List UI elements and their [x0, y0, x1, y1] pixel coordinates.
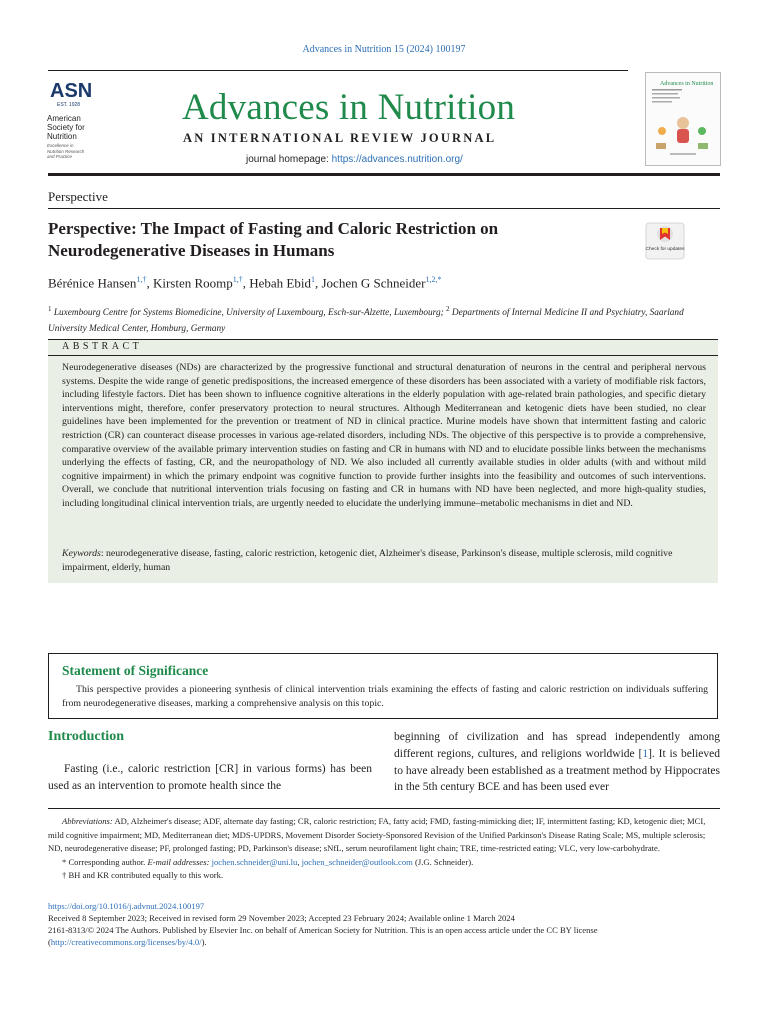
email-link[interactable]: jochen_schneider@outlook.com [301, 856, 413, 867]
asn-logo [47, 80, 99, 160]
author-affiliation-marker: 1,† [232, 275, 243, 284]
author-name[interactable]: Hebah Ebid [249, 275, 311, 291]
asn-logo-est: EST. 1928 [57, 102, 81, 108]
license-link[interactable]: http://creativecommons.org/licenses/by/4.0/ [50, 937, 202, 947]
asn-tagline: Excellence in Nutrition Research and Practice [47, 143, 85, 159]
header-rule-top [48, 70, 628, 71]
asn-org-name: American Society for Nutrition [47, 114, 85, 141]
footnotes [48, 815, 720, 883]
author-name[interactable]: Bérénice Hansen [48, 275, 137, 291]
keywords-list: : neurodegenerative disease, fasting, caloric restriction, ketogenic diet, Alzheimer's disease, Parkinson's disease, multiple sclerosis, mild cognitive impairment, elderly, human [62, 548, 673, 573]
check-for-updates-label: Check for updates [645, 247, 685, 252]
equal-contribution-footnote: † BH and KR contributed equally to this work. [62, 870, 224, 880]
author-affiliation-marker: 1 [310, 275, 315, 284]
journal-homepage: journal homepage: https://advances.nutrition.org/ [246, 154, 463, 165]
author-affiliation-marker: 1,† [136, 275, 147, 284]
article-type-rule [48, 208, 720, 209]
check-for-updates-badge[interactable] [645, 222, 685, 260]
doi-link[interactable]: https://doi.org/10.1016/j.advnut.2024.100197 [48, 901, 205, 911]
introduction-right-column: beginning of civilization and has spread independently among different regions, cultures, and religions worldwide [1]. It is believed to have already been established as a treatment method by Hippocrates in the 5th century BCE and has been used ever [394, 731, 720, 794]
journal-reference[interactable]: Advances in Nutrition 15 (2024) 100197 [302, 44, 466, 55]
journal-homepage-link[interactable]: https://advances.nutrition.org/ [331, 154, 463, 165]
author-name[interactable]: Kirsten Roomp [152, 275, 233, 291]
significance-text: This perspective provides a pioneering synthesis of clinical intervention trials examining the effects of fasting and caloric restriction on individuals suffering from neurodegenerative diseases, marking a comprehensive analysis on this topic. [62, 684, 708, 709]
introduction-left-column: Fasting (i.e., caloric restriction [CR] in various forms) has been used as an intervention to promote health since the [48, 763, 372, 792]
cover-title: Advances in Nutrition [660, 81, 714, 87]
header-rule-bottom [48, 173, 720, 176]
abstract-rule [48, 355, 718, 356]
license-statement: 2161-8313/© 2024 The Authors. Published by Elsevier Inc. on behalf of American Society for Nutrition. This is an open access article under the CC BY license (http://creativecommons.org/licenses/by/4.0/). [48, 925, 598, 947]
reference-link[interactable]: 1 [642, 747, 649, 760]
received-dates: Received 8 September 2023; Received in revised form 29 November 2023; Accepted 23 February 2024; Available online 1 March 2024 [48, 913, 515, 923]
introduction-heading: Introduction [48, 729, 124, 744]
author-list: Bérénice Hansen$^{1,\dagger}$, Kirsten Roomp$^{1,\dagger}$, Hebah Ebid$^1$, Jochen G Schneider$^{1,2,*}$ [48, 275, 442, 291]
abstract-heading: ABSTRACT [62, 341, 143, 352]
journal-title: Advances in Nutrition [182, 87, 516, 128]
author-affiliation-marker: 1,2,* [425, 275, 442, 284]
email-link[interactable]: jochen.schneider@uni.lu [211, 856, 298, 867]
journal-cover-thumbnail[interactable] [645, 72, 721, 166]
footnote-rule [48, 808, 720, 809]
journal-subtitle: AN INTERNATIONAL REVIEW JOURNAL [183, 131, 497, 145]
asn-logo-mark: ASN [50, 80, 93, 102]
article-title: Perspective: The Impact of Fasting and Caloric Restriction on Neurodegenerative Diseases in Humans [48, 219, 499, 260]
article-type: Perspective [48, 189, 108, 204]
abbreviations-footnote: Abbreviations: AD, Alzheimer's disease; ADF, alternate day fasting; CR, caloric restriction; FA, fatty acid; FMD, fasting-mimicking diet; IF, intermittent fasting; KD, ketogenic diet; MCI, mild cognitive impairment; MD, Mediterranean diet; MDS-UPDRS, Movement Disorder Society-Sponsored Revision of the Unified Parkinson's Disease Rating Scale; MS, multiple sclerosis; ND, neurodegenerative disease; PF, prolonged fasting; PD, Parkinson's disease; sNfL, serum neurofilament light chain; TRE, time-restricted eating; VLC, very low-carbohydrate. [48, 816, 706, 853]
affiliations: $^1$ Luxembourg Centre for Systems Biomedicine, University of Luxembourg, Esch-sur-Alzette, Luxembourg; $^2$ Departments of Internal Medicine II and Psychiatry, Saarland University Medical Center, Homburg, Germany [48, 305, 684, 335]
publication-info [48, 900, 720, 948]
abstract-text: Neurodegenerative diseases (NDs) are characterized by the progressive functional and structural denaturation of neurons in the central and peripheral nervous systems. Despite the wide range of genetic predispositions, the increased emergence of these disorders has been associated with a variety of modifiable risk factors, including lifestyle factors. Diet has been shown to influence cognitive alterations in the elderly population with age-related brain pathologies, and specific dietary interventions might, therefore, confer preservatory protection to neural structures. Although Mediterranean and ketogenic diets have been studied, no clear guidelines have been implemented for the prevention or treatment of ND in clinical practice. Murine models have shown that intermittent fasting and caloric restriction (CR) can counteract disease processes in various age-related disorders, including NDs. The objective of this perspective is to provide a comprehensive, comparative overview of the available primary intervention studies on fasting and CR in humans with ND and to elucidate possible links between the mechanisms underlying the effects of fasting, CR, and the neuropathology of ND. We also included all currently available studies in older adults (with and without mild cognitive impairment) in which the primary endpoint was cognitive function to provide further insights into the feasibility and outcomes of such interventions. Overall, we conclude that nutritional intervention trials focusing on fasting and CR in humans with ND have been neglected, and more high-quality studies, including longitudinal clinical intervention trials, are urgently needed to elucidate the underlying immune–metabolic mechanisms in diet and ND. [62, 362, 706, 509]
author-name[interactable]: Jochen G Schneider [321, 275, 426, 291]
corresponding-author-footnote: * Corresponding author. E-mail addresses: jochen.schneider@uni.lu, jochen_schneider@outlook.com (J.G. Schneider). [62, 856, 474, 867]
keywords-label: Keywords [62, 548, 101, 559]
significance-heading: Statement of Significance [62, 663, 209, 678]
keywords [62, 547, 706, 574]
